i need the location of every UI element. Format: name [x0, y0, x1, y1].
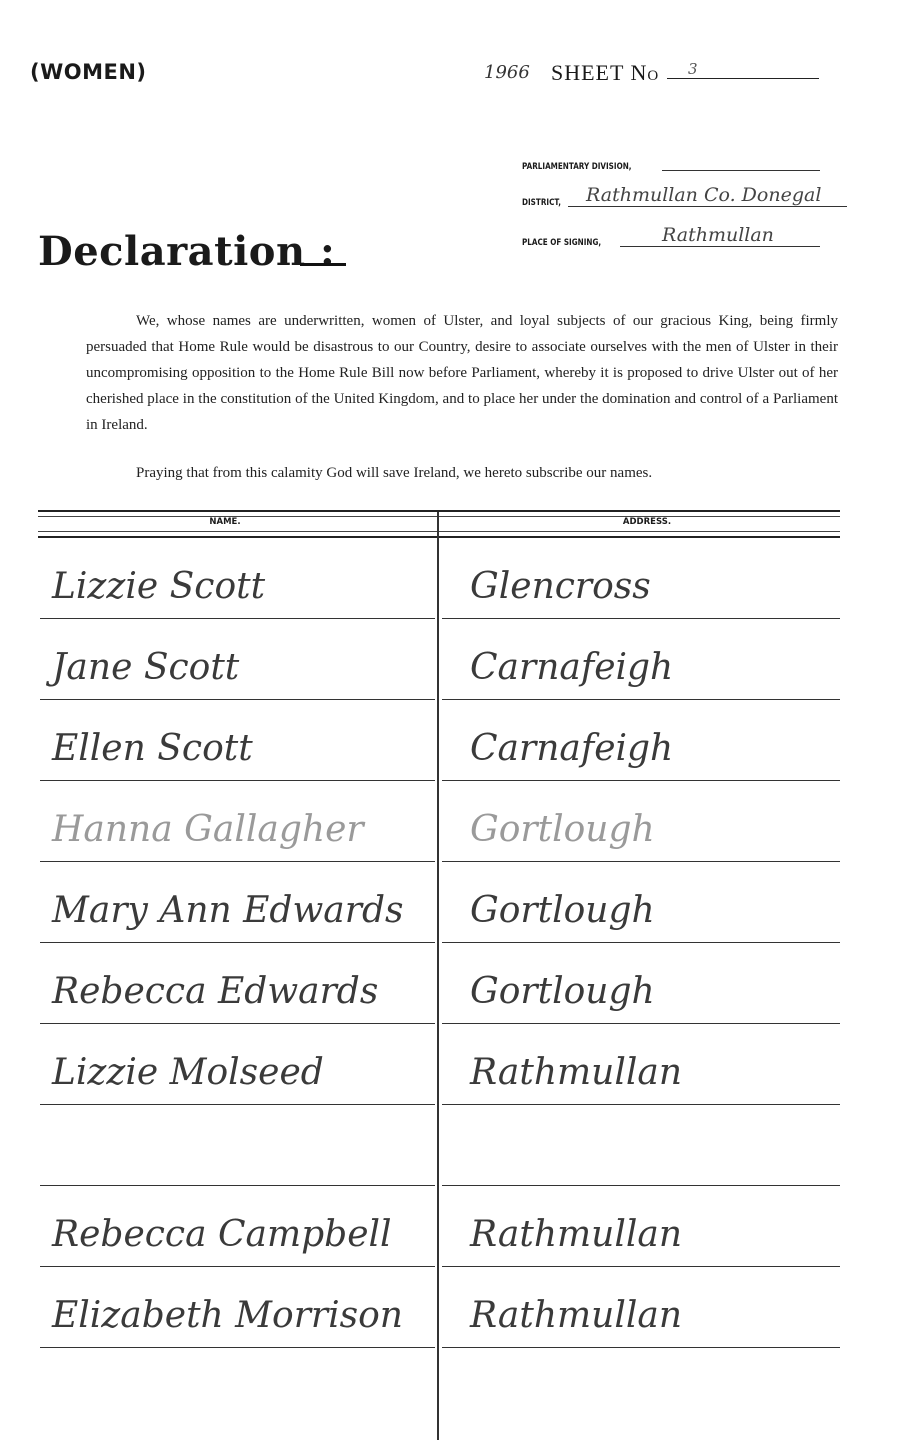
place-of-signing-line	[620, 246, 820, 247]
declaration-body: We, whose names are underwritten, women of Ulster, and loyal subjects of our gracious King, being firmly persuaded that Home Rule would be disastrous to our Country, desire to associate ourselves with the men of Ulster in their uncompromising opposition to the Home Rule Bill now before Parliament, whereby it is proposed to drive Ulster out of her cherished place in the constitution of the United Kingdom, and to place her under the domination and control of a Parliament in Ireland.	[86, 313, 838, 433]
declaration-title-dash	[300, 263, 346, 266]
signature-address: Carnafeigh	[442, 711, 840, 781]
signature-address: Glencross	[442, 549, 840, 619]
signature-address: Gortlough	[442, 954, 840, 1024]
parliamentary-division-field	[522, 152, 820, 172]
signature-name: Lizzie Molseed	[40, 1035, 435, 1105]
table-row	[40, 862, 840, 943]
sheet-year: 1966	[484, 62, 530, 83]
signature-name: Lizzie Scott	[40, 549, 435, 619]
parliamentary-division-line	[662, 170, 820, 171]
place-of-signing-value: Rathmullan	[662, 224, 774, 246]
table-row	[40, 781, 840, 862]
signature-name: Rebecca Campbell	[40, 1197, 435, 1267]
signature-address: Rathmullan	[442, 1278, 840, 1348]
signature-name: Rebecca Edwards	[40, 954, 435, 1024]
signature-address: Gortlough	[442, 873, 840, 943]
women-heading: (WOMEN)	[30, 60, 147, 84]
name-column-header: NAME.	[209, 517, 241, 527]
place-of-signing-field	[522, 224, 820, 248]
address-column-header: ADDRESS.	[622, 517, 672, 527]
signature-address: Gortlough	[442, 792, 840, 862]
table-row	[40, 943, 840, 1024]
signature-name: Ellen Scott	[40, 711, 435, 781]
signature-address: Rathmullan	[442, 1197, 840, 1267]
district-field	[522, 184, 847, 208]
table-header-rule	[38, 531, 840, 532]
signature-name: Mary Ann Edwards	[40, 873, 435, 943]
sheet-number-label: SHEET No	[551, 60, 660, 85]
signature-address	[442, 1116, 840, 1186]
table-row	[40, 1105, 840, 1186]
sheet-number-line	[667, 78, 819, 79]
declaration-title: Declaration :	[38, 228, 336, 275]
table-top-rule	[38, 510, 840, 512]
table-row	[40, 1267, 840, 1348]
table-row	[40, 700, 840, 781]
signature-address: Carnafeigh	[442, 630, 840, 700]
parliamentary-division-label: PARLIAMENTARY DIVISION,	[522, 162, 632, 172]
signature-name: Elizabeth Morrison	[40, 1278, 435, 1348]
table-row	[40, 1186, 840, 1267]
declaration-prayer: Praying that from this calamity God will save Ireland, we hereto subscribe our names.	[136, 465, 653, 481]
district-line	[568, 206, 847, 207]
signature-address: Rathmullan	[442, 1035, 840, 1105]
signature-name	[40, 1116, 435, 1186]
place-of-signing-label: PLACE OF SIGNING,	[522, 238, 602, 248]
signature-name: Jane Scott	[40, 630, 435, 700]
table-row	[40, 619, 840, 700]
table-row	[40, 538, 840, 619]
signature-name: Hanna Gallagher	[40, 792, 435, 862]
table-row	[40, 1024, 840, 1105]
signature-rows	[40, 538, 840, 1348]
district-value: Rathmullan Co. Donegal	[586, 184, 822, 206]
district-label: DISTRICT,	[522, 198, 562, 208]
sheet-number-value: 3	[688, 60, 698, 78]
